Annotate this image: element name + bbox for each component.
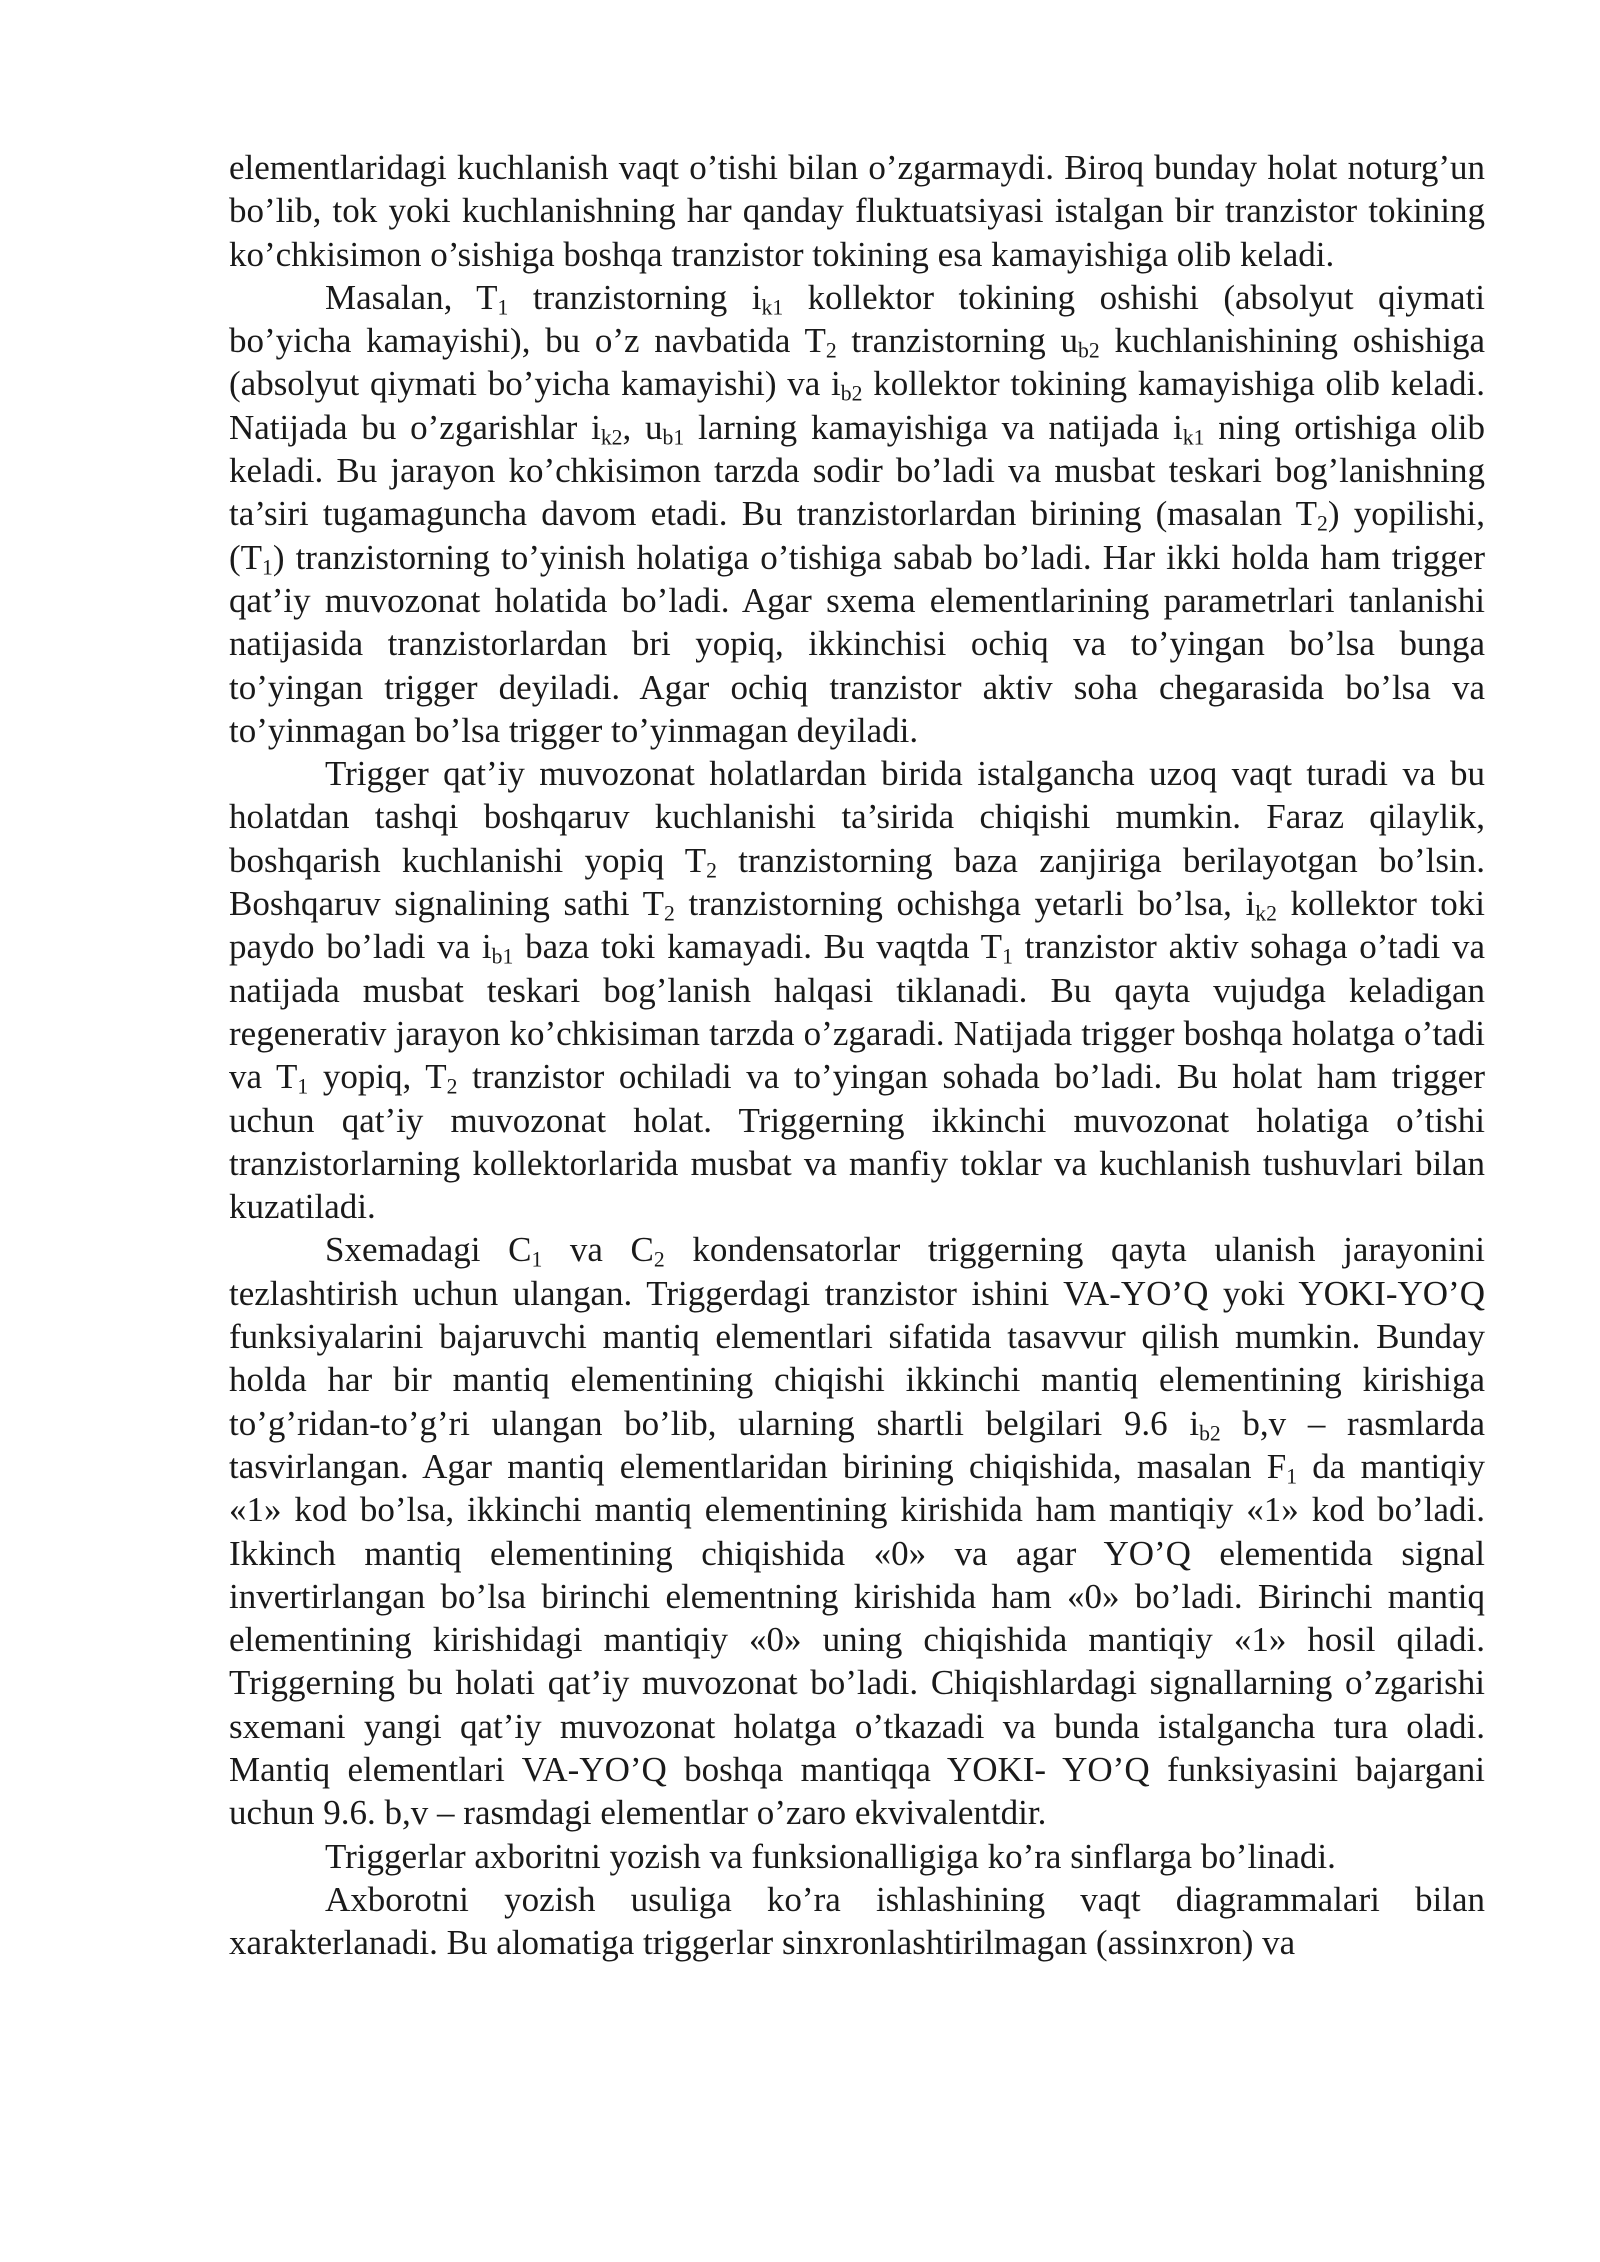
- subscript: 1: [262, 555, 273, 580]
- subscript: 1: [297, 1074, 309, 1099]
- text-run: Sxemadagi C: [325, 1230, 532, 1270]
- text-run: tranzistorning i: [508, 277, 762, 317]
- paragraph-6: [229, 1878, 1485, 1965]
- text-run: yopiq, T: [308, 1057, 447, 1097]
- text-run: baza toki kamayadi. Bu vaqtda T: [513, 927, 1003, 967]
- subscript: 1: [497, 295, 509, 320]
- text-run: elementlaridagi kuchlanish vaqt o’tishi bilan o’zgarmaydi. Biroq bunday holat noturg’un bo’lib, tok yoki kuchlanishning har qanday fluktuatsiyasi istalgan bir tranzistor tokining ko’chkisimon o’sishiga boshqa tranzistor tokining esa kamayishiga olib keladi.: [229, 148, 1485, 274]
- text-run: Axborotni yozish usuliga ko’ra ishlashining vaqt diagrammalari bilan xarakterlanadi. Bu alomatiga triggerlar sinxronlashtirilmagan (assinxron) va: [229, 1879, 1485, 1963]
- text-run: ning ortishiga olib keladi. Bu jarayon ko’chkisimon tarzda sodir bo’ladi va musbat teskari bog’lanishning ta’siri tugamaguncha davom etadi. Bu tranzistorlardan birining (masalan T: [229, 407, 1486, 534]
- text-run: kuchlanishining oshishiga (absolyut qiymati bo’yicha kamayishi) va i: [229, 321, 1485, 404]
- subscript: b1: [662, 425, 685, 450]
- subscript: 2: [653, 1247, 665, 1272]
- text-run: tranzistorning baza zanjiriga berilayotgan bo’lsin. Boshqaruv signalining sathi T: [229, 840, 1485, 924]
- text-run: kollektor toki paydo bo’ladi va i: [229, 884, 1486, 967]
- text-run: tranzistorning u: [836, 321, 1079, 361]
- subscript: k2: [600, 425, 623, 450]
- text-run: ) tranzistorning to’yinish holatiga o’tishiga sabab bo’ladi. Har ikki holda ham trigger qat’iy muvozonat holatida bo’ladi. Agar sxema elementlarining parametrlari tanlanishi natijasida tranzistorlardan bri yopiq, ikkinchisi ochiq va to’yingan bo’lsa bunga to’yingan trigger deyiladi. Agar ochiq tranzistor aktiv soha chegarasida bo’lsa va to’yinmagan bo’lsa trigger to’yinmagan deyiladi.: [229, 537, 1485, 750]
- text-run: Masalan, T: [325, 277, 498, 317]
- subscript: b2: [1199, 1421, 1221, 1446]
- text-run: tranzistor ochiladi va to’yingan sohada bo’ladi. Bu holat ham trigger uchun qat’iy muvozonat holat. Triggerning ikkinchi muvozonat holatiga o’tishi tranzistorlarning kollektorlarida musbat va manfiy toklar va kuchlanish tushuvlari bilan kuzatiladi.: [229, 1057, 1485, 1227]
- text-run: b,v – rasmlarda tasvirlangan. Agar mantiq elementlaridan birining chiqishida, masalan F: [229, 1403, 1486, 1486]
- paragraph-2: [229, 276, 1485, 752]
- subscript: b2: [1078, 338, 1100, 363]
- text-run: Trigger qat’iy muvozonat holatlardan birida istalgancha uzoq vaqt turadi va bu holatdan tashqi boshqaruv kuchlanishi ta’sirida chiqishi mumkin. Faraz qilaylik, boshqarish kuchlanishi yopiq T: [229, 754, 1485, 880]
- subscript: k1: [1182, 425, 1205, 450]
- subscript: 2: [663, 901, 675, 926]
- text-run: larning kamayishiga va natijada i: [684, 407, 1183, 447]
- paragraph-3: [229, 752, 1485, 1228]
- text-run: kollektor tokining oshishi (absolyut qiymati bo’yicha kamayishi), bu o’z navbatida T: [229, 277, 1485, 361]
- paragraph-4: [229, 1228, 1485, 1834]
- text-run: Triggerlar axboritni yozish va funksionalligiga ko’ra sinflarga bo’linadi.: [325, 1836, 1336, 1876]
- paragraph-5: [229, 1835, 1485, 1878]
- subscript: 1: [531, 1247, 543, 1272]
- text-run: kollektor tokining kamayishiga olib keladi. Natijada bu o’zgarishlar i: [229, 364, 1485, 447]
- subscript: 2: [825, 338, 837, 363]
- text-run: , u: [622, 407, 663, 447]
- subscript: b1: [491, 944, 514, 969]
- text-run: ) yopilishi, (T: [229, 494, 1485, 577]
- text-run: va C: [542, 1230, 654, 1270]
- subscript: 2: [446, 1074, 458, 1099]
- subscript: 2: [706, 858, 718, 883]
- subscript: k1: [761, 295, 784, 320]
- document-page: [229, 146, 1485, 1964]
- text-run: kondensatorlar triggerning qayta ulanish jarayonini tezlashtirish uchun ulangan. Triggerdagi tranzistor ishini VA-YO’Q yoki YOKI-YO’Q funksiyalarini bajaruvchi mantiq elementlari sifatida tasavvur qilish mumkin. Bunday holda har bir mantiq elementining chiqishi ikkinchi mantiq elementining kirishiga to’g’ridan-to’g’ri ulangan bo’lib, ularning shartli belgilari 9.6 i: [229, 1230, 1485, 1443]
- subscript: 1: [1286, 1464, 1298, 1489]
- subscript: b2: [840, 381, 863, 406]
- text-run: tranzistor aktiv sohaga o’tadi va natijada musbat teskari bog’lanish halqasi tiklanadi. Bu qayta vujudga keladigan regenerativ jarayon ko’chkisiman tarzda o’zgaradi. Natijada trigger boshqa holatga o’tadi va T: [229, 927, 1486, 1097]
- subscript: 1: [1002, 944, 1013, 969]
- paragraph-1: [229, 146, 1485, 276]
- subscript: k2: [1255, 901, 1277, 926]
- text-run: tranzistorning ochishga yetarli bo’lsa, i: [674, 884, 1256, 924]
- text-run: da mantiqiy «1» kod bo’lsa, ikkinchi mantiq elementining kirishida ham mantiqiy «1» kod bo’ladi. Ikkinch mantiq elementining chiqishida «0» va agar YO’Q elementida signal invertirlangan bo’lsa birinchi elementning kirishida ham «0» bo’ladi. Birinchi mantiq elementining kirishidagi mantiqiy «0» uning chiqishida mantiqiy «1» hosil qiladi. Triggerning bu holati qat’iy muvozonat bo’ladi. Chiqishlardagi signallarning o’zgarishi sxemani yangi qat’iy muvozonat holatga o’tkazadi va bunda istalgancha tura oladi. Mantiq elementlari VA-YO’Q boshqa mantiqqa YOKI- YO’Q funksiyasini bajargani uchun 9.6. b,v – rasmdagi elementlar o’zaro ekvivalentdir.: [229, 1446, 1485, 1833]
- subscript: 2: [1316, 511, 1328, 536]
